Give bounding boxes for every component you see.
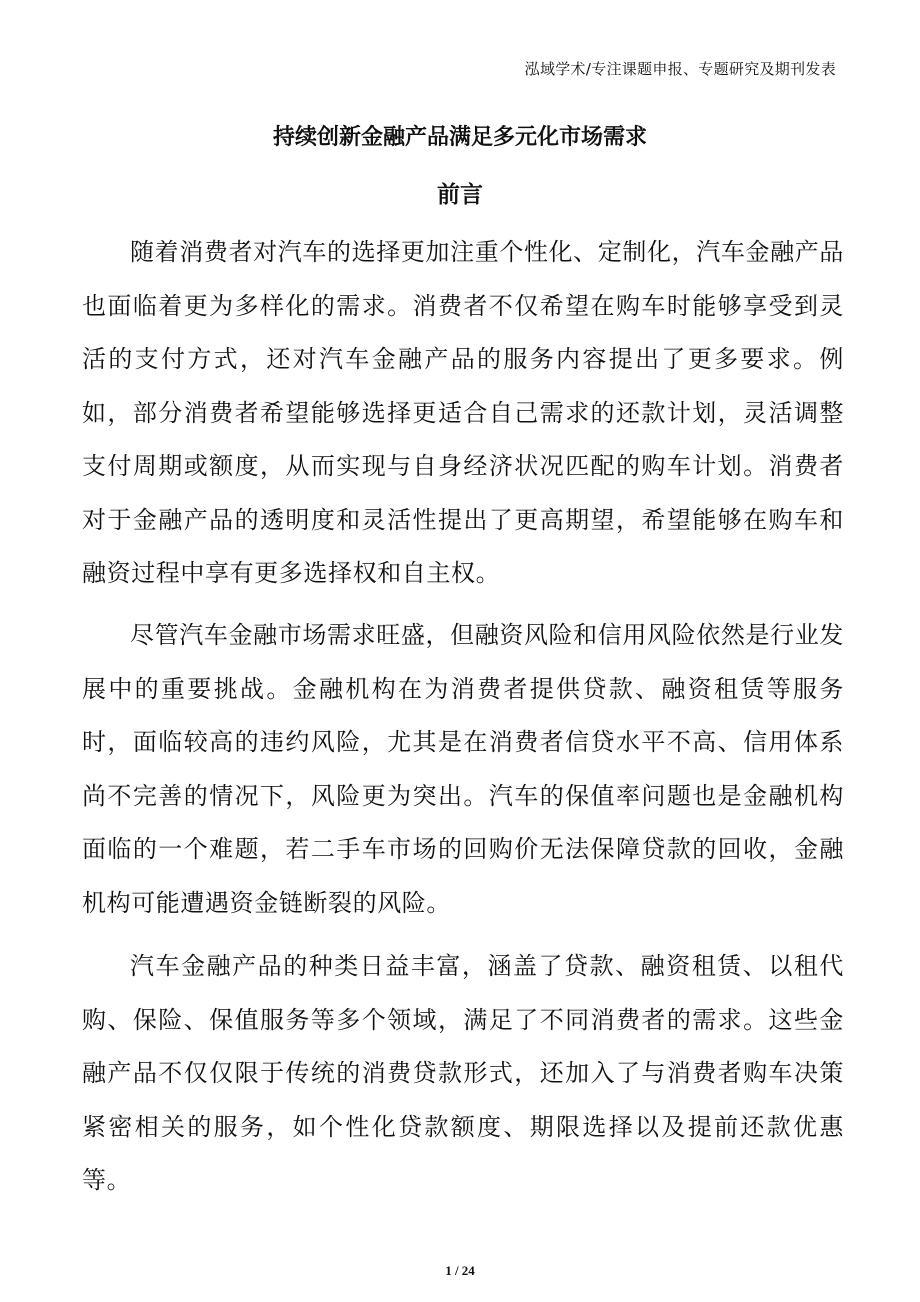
body-paragraph: 随着消费者对汽车的选择更加注重个性化、定制化，汽车金融产品也面临着更为多样化的需求。消费者不仅希望在购车时能够享受到灵活的支付方式，还对汽车金融产品的服务内容提出了更多要求。例如，部分消费者希望能够选择更适合自己需求的还款计划，灵活调整支付周期或额度，从而实现与自身经济状况匹配的购车计划。消费者对于金融产品的透明度和灵活性提出了更高期望，希望能够在购车和融资过程中享有更多选择权和自主权。 [82, 238, 844, 587]
section-heading: 前言 [437, 182, 483, 208]
page-number: 1 / 24 [445, 1263, 475, 1278]
body-paragraph: 汽车金融产品的种类日益丰富，涵盖了贷款、融资租赁、以租代购、保险、保值服务等多个领域，满足了不同消费者的需求。这些金融产品不仅仅限于传统的消费贷款形式，还加入了与消费者购车决策紧密相关的服务，如个性化贷款额度、期限选择以及提前还款优惠等。 [82, 952, 844, 1194]
header-note: 泓域学术/专注课题申报、专题研究及期刊发表 [524, 60, 836, 78]
body-paragraph: 尽管汽车金融市场需求旺盛，但融资风险和信用风险依然是行业发展中的重要挑战。金融机构在为消费者提供贷款、融资租赁等服务时，面临较高的违约风险，尤其是在消费者信贷水平不高、信用体系尚不完善的情况下，风险更为突出。汽车的保值率问题也是金融机构面临的一个难题，若二手车市场的回购价无法保障贷款的回收，金融机构可能遭遇资金链断裂的风险。 [82, 621, 844, 917]
document-title: 持续创新金融产品满足多元化市场需求 [272, 125, 647, 150]
